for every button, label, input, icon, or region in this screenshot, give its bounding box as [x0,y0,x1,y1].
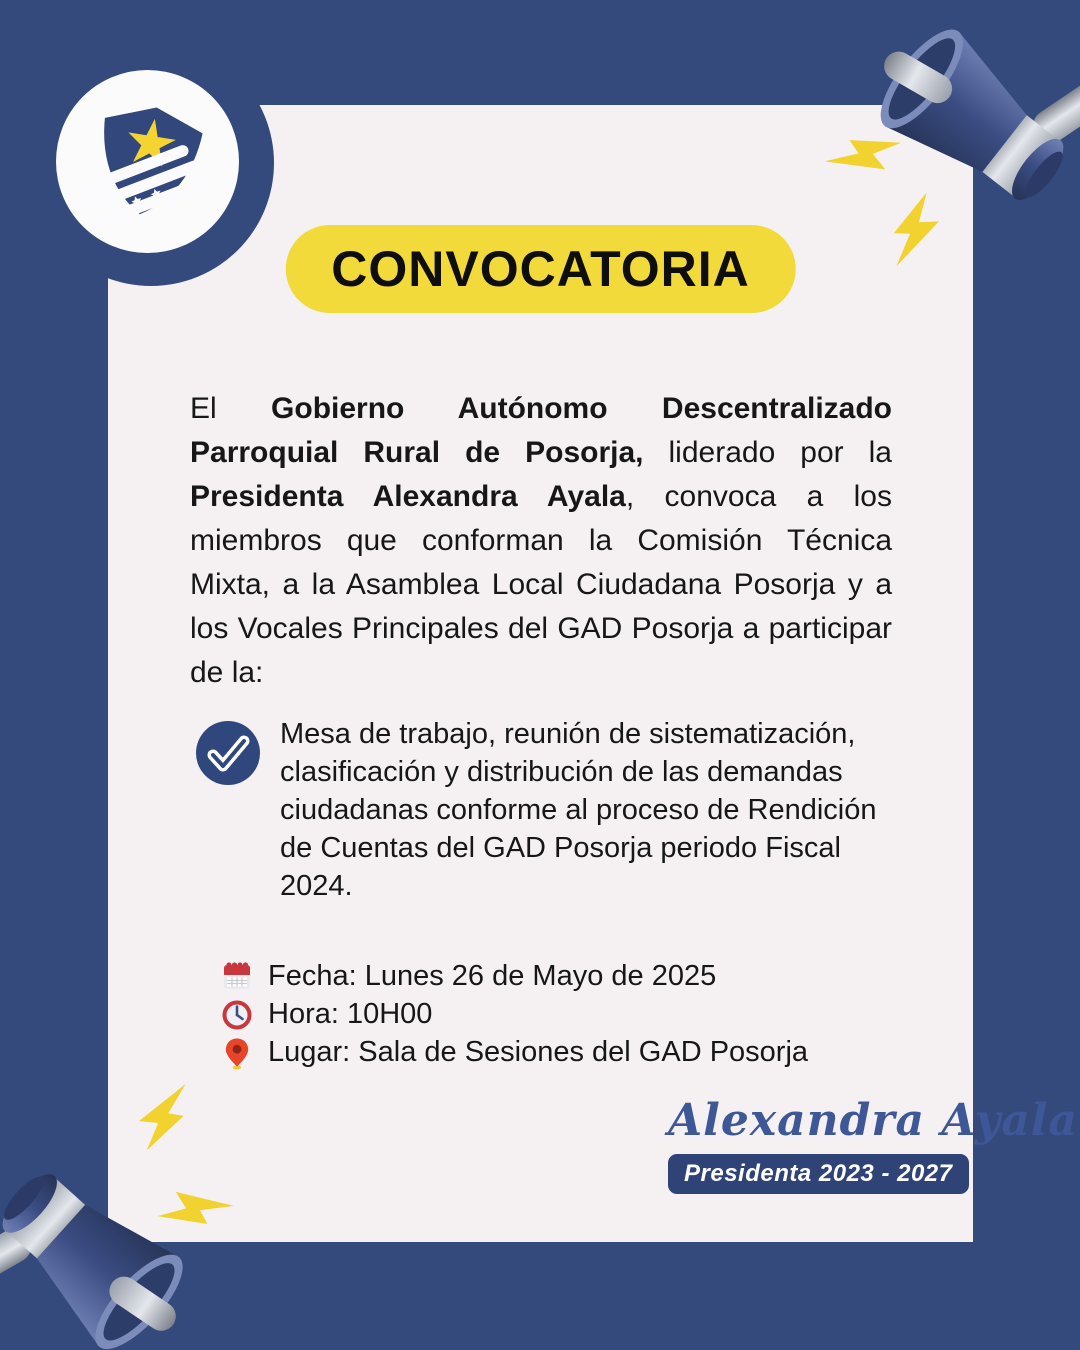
signature-block [668,1095,1079,1194]
paper-card [108,105,1079,1242]
detail-row-fecha [221,960,808,993]
check-circle-icon [196,721,260,785]
detail-fecha-text: Fecha: Lunes 26 de Mayo de 2025 [268,960,717,992]
gad-posorja-logo [56,70,239,253]
title-pill [285,225,796,313]
calendar-icon [221,960,253,994]
intro-text: El [190,392,272,425]
intro-text: , convoca a los miembros que conforman la Comisión Técnica Mixta, a la Asamblea Local Ciudadana Posorja y a los Vocales Principales del GAD Posorja a participar de la: [190,480,892,689]
signature-name: Alexandra Ayala [668,1095,1079,1146]
bullet-text: Mesa de trabajo, reunión de sistematización, clasificación y distribución de las demandas ciudadanas conforme al proceso de Rendición de Cuentas del GAD Posorja periodo Fiscal 2024. [280,718,877,902]
poster-title: CONVOCATORIA [331,241,750,297]
event-details [221,960,808,1069]
shield-star-emblem-icon [79,93,217,231]
intro-bold-president: Presidenta Alexandra Ayala [190,480,626,513]
intro-paragraph [190,387,892,695]
lightning-bolt-icon [883,185,948,276]
detail-lugar-text: Lugar: Sala de Sesiones del GAD Posorja [268,1036,809,1068]
detail-row-hora [221,998,808,1031]
bullet-item [196,715,908,905]
intro-text: liderado por la [643,436,892,469]
intro-bold-institution: Gobierno Autónomo Descentralizado Parroquial Rural de Posorja, [190,392,892,469]
detail-row-lugar [221,1036,808,1069]
presidency-badge: Presidenta 2023 - 2027 [668,1154,969,1194]
clock-icon [221,998,253,1032]
detail-hora-text: Hora: 10H00 [268,998,433,1030]
location-pin-icon [221,1036,253,1070]
